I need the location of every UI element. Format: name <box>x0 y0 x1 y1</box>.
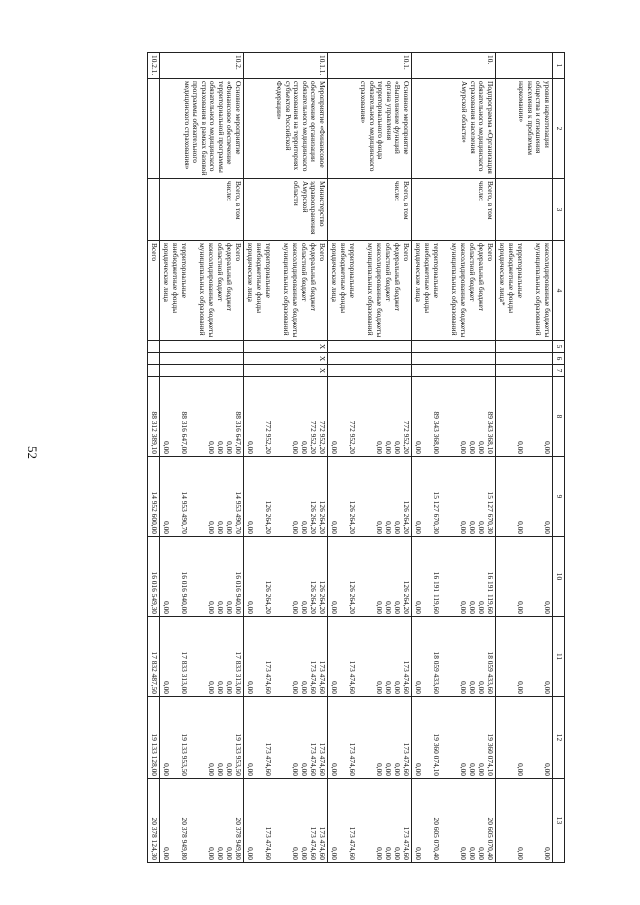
funding-sources <box>160 241 244 341</box>
value-column <box>160 697 244 779</box>
value-line: 0,00 <box>207 441 216 454</box>
source-line: территориальные внебюджетные фонды <box>255 243 273 314</box>
source-line: федеральный бюджет <box>225 243 234 312</box>
value-line: 0,00 <box>300 601 309 614</box>
value-line: 0,00 <box>384 763 393 776</box>
source-line: территориальные внебюджетные фонды <box>171 243 189 314</box>
value-column <box>160 457 244 537</box>
value-line: 0,00 <box>330 763 339 776</box>
value-line: 0,00 <box>516 521 525 534</box>
value-line: 173 474,60 <box>318 826 327 860</box>
value-line: 0,00 <box>375 763 384 776</box>
value-line: 0,00 <box>375 847 384 860</box>
value-line: 126 264,20 <box>402 580 411 614</box>
value-line: 0,00 <box>291 847 300 860</box>
value-line: 0,00 <box>225 847 234 860</box>
funding-sources <box>328 241 412 341</box>
source-line: юридические лица <box>162 243 171 302</box>
value-line: 173 474,60 <box>309 826 318 860</box>
value-line: 0,00 <box>393 521 402 534</box>
value-column <box>412 779 496 863</box>
value-line <box>497 619 506 694</box>
column-header: 7 <box>553 365 565 377</box>
value-line: 0,00 <box>291 681 300 694</box>
value-line: 0,00 <box>468 601 477 614</box>
column-header: 9 <box>553 457 565 537</box>
source-line: консолидированные бюджеты муниципальных образований <box>450 243 468 338</box>
column-header: 6 <box>553 353 565 365</box>
value-line: 20 378 949,80 <box>180 817 189 860</box>
value-line: 126 264,20 <box>402 500 411 534</box>
value-line: 0,00 <box>225 521 234 534</box>
value-column <box>412 377 496 457</box>
value-line: 20 378 949,80 <box>234 817 243 860</box>
value-line: 0,00 <box>516 847 525 860</box>
value-line: 0,00 <box>291 763 300 776</box>
value-column <box>160 537 244 617</box>
value-column <box>496 537 553 617</box>
code-cell: X <box>244 341 328 353</box>
value-cell: 17 832 487,50 <box>148 617 160 697</box>
value-column <box>496 457 553 537</box>
column-header: 5 <box>553 341 565 353</box>
value-line: 0,00 <box>300 441 309 454</box>
value-line: 173 474,60 <box>309 660 318 694</box>
code-cell <box>160 353 244 365</box>
funding-sources <box>496 241 553 341</box>
code-cell <box>496 341 553 353</box>
value-line: 0,00 <box>330 847 339 860</box>
value-line: 0,00 <box>330 521 339 534</box>
code-cell <box>496 365 553 377</box>
column-header: 3 <box>553 179 565 241</box>
source-line: областной бюджет <box>384 243 393 302</box>
value-line <box>497 781 506 860</box>
value-line: 0,00 <box>414 847 423 860</box>
value-line: 173 474,60 <box>309 742 318 776</box>
value-line: 0,00 <box>459 601 468 614</box>
source-line: областной бюджет <box>468 243 477 302</box>
value-column <box>244 697 328 779</box>
code-cell <box>148 341 160 353</box>
table-row <box>328 53 412 863</box>
value-line: 0,00 <box>477 521 486 534</box>
code-cell <box>496 353 553 365</box>
value-line: 0,00 <box>414 441 423 454</box>
value-line: 0,00 <box>216 847 225 860</box>
value-line: 0,00 <box>543 847 552 860</box>
value-line: 0,00 <box>393 763 402 776</box>
value-line: 0,00 <box>246 763 255 776</box>
value-line: 17 833 313,00 <box>180 651 189 694</box>
value-line: 126 264,20 <box>264 500 273 534</box>
budget-table-sheet <box>95 52 565 862</box>
value-line: 0,00 <box>225 763 234 776</box>
value-line: 0,00 <box>459 847 468 860</box>
value-line: 0,00 <box>477 601 486 614</box>
value-cell: 88 312 389,10 <box>148 377 160 457</box>
value-line: 15 127 670,30 <box>432 491 441 534</box>
row-executor: Министерство здравоохранения Амурской области <box>244 179 328 241</box>
value-line: 0,00 <box>162 521 171 534</box>
funding-sources: Всего <box>148 241 160 341</box>
code-cell: X <box>244 353 328 365</box>
value-line: 0,00 <box>468 681 477 694</box>
value-line: 0,00 <box>225 441 234 454</box>
value-line: 0,00 <box>543 763 552 776</box>
value-column <box>412 457 496 537</box>
source-line: юридические лица <box>330 243 339 302</box>
value-line: 89 343 368,00 <box>432 411 441 454</box>
value-line: 0,00 <box>543 441 552 454</box>
value-line: 0,00 <box>207 521 216 534</box>
value-line: 0,00 <box>384 441 393 454</box>
value-column <box>328 537 412 617</box>
value-line: 772 952,20 <box>264 420 273 454</box>
source-line: консолидированные бюджеты муниципальных образований <box>534 243 552 338</box>
value-line: 0,00 <box>477 441 486 454</box>
value-cell: 20 378 124,30 <box>148 779 160 863</box>
table-row <box>148 53 160 863</box>
value-line: 0,00 <box>468 441 477 454</box>
row-name: Мероприятие «Финансовое обеспечение организации обязательного медицинского страхования на территориях субъектов Российской Федерации» <box>244 79 328 179</box>
value-cell: 19 133 128,00 <box>148 697 160 779</box>
value-line: 0,00 <box>414 601 423 614</box>
source-line: юридические лица* <box>498 243 507 306</box>
value-line: 173 474,60 <box>348 660 357 694</box>
value-line: 0,00 <box>516 601 525 614</box>
value-line <box>497 539 506 614</box>
value-column <box>160 779 244 863</box>
value-line: 15 127 670,30 <box>486 491 495 534</box>
table-row <box>412 53 496 863</box>
value-line: 0,00 <box>162 847 171 860</box>
code-cell <box>148 365 160 377</box>
value-line: 0,00 <box>246 441 255 454</box>
value-line: 173 474,60 <box>348 826 357 860</box>
value-line: 0,00 <box>162 763 171 776</box>
value-line: 0,00 <box>207 601 216 614</box>
value-line: 19 133 953,50 <box>234 733 243 776</box>
value-line: 0,00 <box>543 601 552 614</box>
column-header: 10 <box>553 537 565 617</box>
code-cell: X <box>244 365 328 377</box>
value-line: 0,00 <box>543 681 552 694</box>
value-column <box>496 697 553 779</box>
value-column <box>160 377 244 457</box>
value-line: 19 360 074,10 <box>432 733 441 776</box>
table-body <box>148 53 553 863</box>
value-line: 0,00 <box>207 763 216 776</box>
value-line: 0,00 <box>216 763 225 776</box>
value-line: 0,00 <box>414 521 423 534</box>
value-line: 173 474,60 <box>348 742 357 776</box>
source-line: Всего <box>234 243 243 262</box>
value-line: 17 833 313,00 <box>234 651 243 694</box>
value-column <box>328 457 412 537</box>
page-number: 52 <box>25 446 40 459</box>
code-cell <box>412 341 496 353</box>
value-line: 772 952,20 <box>348 420 357 454</box>
value-column <box>496 617 553 697</box>
value-line: 0,00 <box>330 681 339 694</box>
value-line: 14 953 490,70 <box>180 491 189 534</box>
value-line: 173 474,60 <box>264 826 273 860</box>
column-header-row <box>553 53 565 863</box>
row-executor: Всего, в том числе: <box>328 179 412 241</box>
value-line: 0,00 <box>393 847 402 860</box>
value-line: 0,00 <box>375 681 384 694</box>
column-header: 8 <box>553 377 565 457</box>
code-cell <box>160 341 244 353</box>
value-line: 0,00 <box>477 847 486 860</box>
value-line: 0,00 <box>516 441 525 454</box>
value-line: 0,00 <box>414 763 423 776</box>
value-line: 0,00 <box>246 521 255 534</box>
column-header: 2 <box>553 79 565 179</box>
source-line: юридические лица <box>414 243 423 302</box>
source-line: консолидированные бюджеты муниципальных образований <box>198 243 216 338</box>
source-line: федеральный бюджет <box>309 243 318 312</box>
value-line: 0,00 <box>225 681 234 694</box>
value-line: 0,00 <box>459 521 468 534</box>
value-line: 772 952,20 <box>402 420 411 454</box>
code-cell <box>328 365 412 377</box>
value-line: 173 474,60 <box>402 826 411 860</box>
value-line: 0,00 <box>384 681 393 694</box>
value-line: 0,00 <box>375 601 384 614</box>
row-number: 10.1.1. <box>244 53 328 79</box>
value-line: 0,00 <box>330 441 339 454</box>
row-executor: Всего, в том числе: <box>412 179 496 241</box>
value-line: 173 474,60 <box>318 742 327 776</box>
row-executor <box>148 179 160 241</box>
value-line: 0,00 <box>216 681 225 694</box>
code-cell <box>328 341 412 353</box>
value-line: 126 264,20 <box>348 580 357 614</box>
value-line: 19 360 074,10 <box>486 733 495 776</box>
value-column <box>496 377 553 457</box>
value-column <box>244 617 328 697</box>
value-line: 16 191 119,60 <box>432 571 441 614</box>
value-line: 0,00 <box>468 847 477 860</box>
value-line: 0,00 <box>216 521 225 534</box>
column-header: 12 <box>553 697 565 779</box>
row-number: 10.1. <box>328 53 412 79</box>
value-line: 0,00 <box>300 521 309 534</box>
value-line: 0,00 <box>516 763 525 776</box>
source-line: территориальные внебюджетные фонды <box>339 243 357 314</box>
value-line: 16 191 119,60 <box>486 571 495 614</box>
value-line: 173 474,60 <box>318 660 327 694</box>
value-line: 88 316 647,00 <box>180 411 189 454</box>
code-cell <box>328 353 412 365</box>
value-line: 18 059 433,60 <box>486 651 495 694</box>
row-number: 10. <box>412 53 496 79</box>
value-column <box>244 537 328 617</box>
value-line: 0,00 <box>291 601 300 614</box>
table-row <box>160 53 244 863</box>
value-line: 0,00 <box>300 847 309 860</box>
value-line: 173 474,60 <box>264 742 273 776</box>
value-line: 126 264,20 <box>309 500 318 534</box>
column-header: 11 <box>553 617 565 697</box>
value-line: 0,00 <box>459 681 468 694</box>
table-row <box>244 53 328 863</box>
value-column <box>328 617 412 697</box>
source-line: федеральный бюджет <box>477 243 486 312</box>
value-line: 0,00 <box>393 601 402 614</box>
value-line: 0,00 <box>468 521 477 534</box>
value-line: 0,00 <box>414 681 423 694</box>
value-line: 0,00 <box>543 521 552 534</box>
value-line: 0,00 <box>291 441 300 454</box>
source-line: консолидированные бюджеты муниципальных образований <box>366 243 384 338</box>
value-column <box>412 617 496 697</box>
value-line: 0,00 <box>216 601 225 614</box>
funding-sources <box>412 241 496 341</box>
table-row <box>496 53 553 863</box>
value-line: 89 343 368,10 <box>486 411 495 454</box>
value-line: 173 474,60 <box>402 660 411 694</box>
row-number <box>496 53 553 79</box>
source-line: федеральный бюджет <box>393 243 402 312</box>
source-line: территориальные внебюджетные фонды <box>507 243 525 314</box>
code-cell <box>148 353 160 365</box>
value-line: 126 264,20 <box>318 580 327 614</box>
value-cell: 16 016 549,30 <box>148 537 160 617</box>
value-line: 0,00 <box>162 601 171 614</box>
value-line: 16 016 940,00 <box>180 571 189 614</box>
value-line <box>497 379 506 454</box>
source-line: областной бюджет <box>216 243 225 302</box>
funding-sources <box>244 241 328 341</box>
value-line: 0,00 <box>246 601 255 614</box>
value-line: 0,00 <box>216 441 225 454</box>
value-cell: 14 952 600,00 <box>148 457 160 537</box>
value-line: 0,00 <box>291 521 300 534</box>
value-column <box>160 617 244 697</box>
code-cell <box>160 365 244 377</box>
value-line: 126 264,20 <box>348 500 357 534</box>
value-column <box>412 697 496 779</box>
value-line: 0,00 <box>225 601 234 614</box>
value-line: 173 474,60 <box>264 660 273 694</box>
code-cell <box>412 365 496 377</box>
value-line: 0,00 <box>207 681 216 694</box>
source-line: Всего <box>486 243 495 262</box>
value-line: 173 474,60 <box>402 742 411 776</box>
row-name: Подпрограмма «Организация обязательного медицинского страхования населения Амурской области» <box>412 79 496 179</box>
row-executor <box>496 179 553 241</box>
source-line: территориальные внебюджетные фонды <box>423 243 441 314</box>
value-line: 0,00 <box>162 681 171 694</box>
value-line: 88 316 647,00 <box>234 411 243 454</box>
value-line: 16 016 940,00 <box>234 571 243 614</box>
value-column <box>328 779 412 863</box>
row-number: 10.2. <box>160 53 244 79</box>
value-line: 0,00 <box>384 521 393 534</box>
column-header: 4 <box>553 241 565 341</box>
value-column <box>244 377 328 457</box>
value-line: 0,00 <box>468 763 477 776</box>
value-line: 0,00 <box>162 441 171 454</box>
value-line: 0,00 <box>375 441 384 454</box>
value-column <box>496 779 553 863</box>
column-header: 1 <box>553 53 565 79</box>
source-line: Всего <box>318 243 327 262</box>
value-line: 0,00 <box>300 763 309 776</box>
value-line: 20 605 070,40 <box>432 817 441 860</box>
value-column <box>244 779 328 863</box>
value-line <box>497 459 506 534</box>
value-line: 0,00 <box>246 847 255 860</box>
value-line: 772 952,20 <box>309 420 318 454</box>
row-executor: Всего, в том числе: <box>160 179 244 241</box>
value-line: 0,00 <box>516 681 525 694</box>
source-line: областной бюджет <box>300 243 309 302</box>
value-line <box>497 699 506 776</box>
value-line: 126 264,20 <box>309 580 318 614</box>
value-line: 0,00 <box>375 521 384 534</box>
row-name: Основное мероприятие «Финансовое обеспечение территориальной программы обязательного медицинского страхования в рамках базовой программы обязательного медицинского страхования» <box>160 79 244 179</box>
value-line: 18 059 433,60 <box>432 651 441 694</box>
value-line: 0,00 <box>246 681 255 694</box>
value-line: 0,00 <box>459 763 468 776</box>
value-line: 0,00 <box>384 601 393 614</box>
value-line: 19 133 953,50 <box>180 733 189 776</box>
budget-table <box>147 52 565 863</box>
value-column <box>328 697 412 779</box>
value-column <box>328 377 412 457</box>
value-line: 126 264,20 <box>318 500 327 534</box>
column-header: 13 <box>553 779 565 863</box>
value-line: 14 953 490,70 <box>234 491 243 534</box>
row-number: 10.2.1. <box>148 53 160 79</box>
value-line: 0,00 <box>477 681 486 694</box>
value-line: 0,00 <box>384 847 393 860</box>
value-line: 20 605 070,40 <box>486 817 495 860</box>
value-line: 0,00 <box>330 601 339 614</box>
value-line: 772 952,20 <box>318 420 327 454</box>
value-column <box>412 537 496 617</box>
source-line: Всего <box>402 243 411 262</box>
source-line: юридические лица <box>246 243 255 302</box>
value-line: 0,00 <box>207 847 216 860</box>
value-line: 0,00 <box>300 681 309 694</box>
value-line: 0,00 <box>459 441 468 454</box>
value-line: 0,00 <box>393 681 402 694</box>
value-column <box>244 457 328 537</box>
value-line: 0,00 <box>393 441 402 454</box>
value-line: 126 264,20 <box>264 580 273 614</box>
row-name <box>148 79 160 179</box>
code-cell <box>412 353 496 365</box>
row-name: уровня наркотизации общества и отношения населения к проблемам наркомании» <box>496 79 553 179</box>
source-line: консолидированные бюджеты муниципальных образований <box>282 243 300 338</box>
row-name: Основное мероприятие «Выполнение функций органа управления территориального фонда обязательного медицинского страхования» <box>328 79 412 179</box>
value-line: 0,00 <box>477 763 486 776</box>
